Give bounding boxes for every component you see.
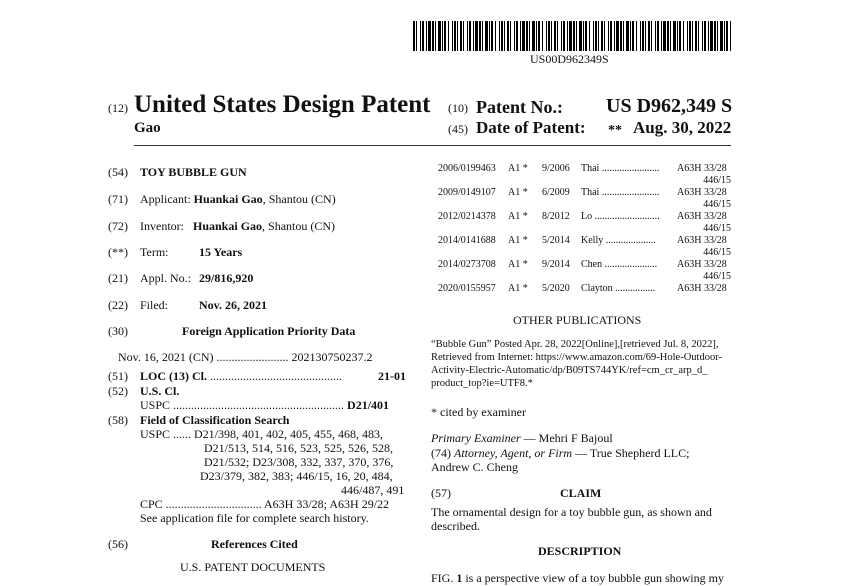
reference-dots: ....................... — [599, 187, 660, 198]
loc-value: 21-01 — [378, 369, 406, 383]
attorney-code: (74) — [431, 446, 451, 460]
barcode-bar — [640, 21, 641, 51]
barcode-number: US00D962349S — [530, 52, 609, 66]
title-code: (54) — [108, 165, 128, 179]
barcode-bar — [583, 21, 584, 51]
attorney-label: Attorney, Agent, or Firm — [454, 446, 573, 460]
reference-date: 5/2020 — [542, 283, 570, 294]
applicant-location: , Shantou (CN) — [262, 192, 336, 206]
barcode-bar — [579, 21, 582, 51]
barcode-bar — [452, 21, 453, 51]
barcode-bar — [526, 21, 528, 51]
fig-number: 1 — [456, 571, 463, 585]
field-line-4: D23/379, 382, 383; 446/15, 16, 20, 484, — [200, 469, 393, 483]
barcode-bar — [642, 21, 644, 51]
filed-code: (22) — [108, 298, 128, 312]
priority-line: Nov. 16, 2021 (CN) ........................ 202130750237.2 — [118, 350, 373, 364]
reference-subclass: 446/15 — [703, 175, 731, 186]
barcode-bar — [630, 21, 631, 51]
reference-kind: A1 * — [508, 259, 528, 270]
barcode-bar — [632, 21, 634, 51]
barcode-bar — [616, 21, 619, 51]
reference-number: 2012/0214378 — [438, 211, 496, 222]
barcode-bar — [536, 21, 537, 51]
barcode-bar — [516, 21, 518, 51]
inventor-name: Huankai Gao — [193, 219, 263, 233]
reference-date: 9/2014 — [542, 259, 570, 270]
patent-type-title: United States Design Patent — [134, 91, 431, 118]
barcode-bar — [548, 21, 550, 51]
reference-inventor: Thai — [581, 163, 600, 174]
uscl-label: U.S. Cl. — [140, 384, 180, 398]
barcode-bar — [714, 21, 716, 51]
refs-heading: References Cited — [211, 537, 298, 551]
other-pub-line-3: Activity-Electric-Automatic/dp/B09TS744YK/ref=cm_cr_arp_d_ — [431, 365, 708, 376]
barcode-bar — [557, 21, 558, 51]
barcode-bar — [730, 21, 731, 51]
inventor-surname: Gao — [134, 120, 161, 136]
claim-heading: CLAIM — [560, 486, 602, 500]
barcode-bar — [657, 21, 659, 51]
barcode-bar — [704, 21, 706, 51]
reference-number: 2014/0141688 — [438, 235, 496, 246]
reference-number: 2006/0199463 — [438, 163, 496, 174]
cpc-line: CPC ................................ A63H 33/28; A63H 29/22 — [140, 497, 390, 511]
barcode-bar — [689, 21, 691, 51]
see-application-line: See application file for complete search history. — [140, 511, 369, 525]
barcode-bar — [720, 21, 723, 51]
barcode-bar — [683, 21, 684, 51]
barcode-bar — [698, 21, 699, 51]
attorney-name-2: Andrew C. Cheng — [431, 460, 518, 474]
barcode-bar — [529, 21, 530, 51]
reference-inventor: Thai — [581, 187, 600, 198]
barcode — [413, 21, 733, 51]
examiner-name: — Mehri F Bajoul — [520, 431, 613, 445]
reference-class: A63H 33/28 — [677, 187, 727, 198]
barcode-bar — [507, 21, 509, 51]
priority-code: (30) — [108, 324, 128, 338]
other-publications-heading: OTHER PUBLICATIONS — [513, 313, 642, 327]
date-of-patent: Aug. 30, 2022 — [633, 118, 732, 137]
reference-kind: A1 * — [508, 211, 528, 222]
reference-dots: ..................... — [602, 259, 658, 270]
barcode-bar — [432, 21, 434, 51]
loc-code: (51) — [108, 369, 128, 383]
barcode-bar — [601, 21, 603, 51]
barcode-bar — [416, 21, 417, 51]
us-patent-docs-heading: U.S. PATENT DOCUMENTS — [180, 560, 326, 574]
filed-label: Filed: — [140, 298, 169, 312]
barcode-bar — [546, 21, 547, 51]
barcode-bar — [463, 21, 464, 51]
reference-subclass: 446/15 — [703, 271, 731, 282]
barcode-bar — [522, 21, 525, 51]
barcode-bar — [687, 21, 688, 51]
barcode-bar — [426, 21, 427, 51]
barcode-bar — [469, 21, 471, 51]
inventor-row — [140, 219, 335, 234]
barcode-bar — [648, 21, 650, 51]
barcode-bar — [569, 21, 572, 51]
barcode-bar — [661, 21, 662, 51]
reference-subclass: 446/15 — [703, 223, 731, 234]
barcode-bar — [495, 21, 496, 51]
barcode-bar — [651, 21, 652, 51]
barcode-bar — [448, 21, 449, 51]
barcode-bar — [695, 21, 697, 51]
reference-inventor: Clayton — [581, 283, 613, 294]
barcode-bar — [442, 21, 443, 51]
appl-label: Appl. No.: — [140, 271, 191, 285]
reference-kind: A1 * — [508, 235, 528, 246]
barcode-bar — [667, 21, 669, 51]
barcode-bar — [475, 21, 478, 51]
reference-name — [581, 259, 657, 270]
reference-number: 2020/0155957 — [438, 283, 496, 294]
barcode-bar — [724, 21, 725, 51]
reference-dots: .......................... — [592, 211, 660, 222]
reference-date: 5/2014 — [542, 235, 570, 246]
reference-name — [581, 187, 659, 198]
appl-code: (21) — [108, 271, 128, 285]
reference-subclass: 446/15 — [703, 199, 731, 210]
barcode-bar — [563, 21, 565, 51]
barcode-bar — [717, 21, 718, 51]
term-value: 15 Years — [199, 245, 243, 259]
date-stars: ** — [608, 123, 622, 138]
barcode-bar — [598, 21, 599, 51]
barcode-bar — [510, 21, 511, 51]
examiner-label: Primary Examiner — [431, 431, 521, 445]
reference-kind: A1 * — [508, 283, 528, 294]
barcode-bar — [438, 21, 441, 51]
barcode-bar — [573, 21, 575, 51]
reference-number: 2009/0149107 — [438, 187, 496, 198]
invention-title: TOY BUBBLE GUN — [140, 165, 247, 179]
barcode-bar — [413, 21, 415, 51]
inventor-location: , Shantou (CN) — [262, 219, 336, 233]
barcode-bar — [499, 21, 500, 51]
barcode-bar — [726, 21, 728, 51]
barcode-bar — [679, 21, 681, 51]
term-label: Term: — [140, 245, 169, 259]
barcode-bar — [444, 21, 446, 51]
reference-class: A63H 33/28 — [677, 259, 727, 270]
barcode-bar — [677, 21, 678, 51]
reference-name — [581, 235, 656, 246]
reference-class: A63H 33/28 — [677, 163, 727, 174]
date-of-patent-label: Date of Patent: — [476, 118, 586, 137]
barcode-bar — [614, 21, 615, 51]
barcode-bar — [514, 21, 515, 51]
claim-line-2: described. — [431, 519, 480, 533]
description-heading: DESCRIPTION — [538, 544, 622, 558]
uspc-row — [140, 398, 389, 413]
barcode-bar — [479, 21, 481, 51]
barcode-bar — [551, 21, 552, 51]
barcode-bar — [604, 21, 605, 51]
field-line-3: D21/532; D23/308, 332, 337, 370, 376, — [204, 455, 394, 469]
barcode-bar — [670, 21, 671, 51]
barcode-bar — [636, 21, 637, 51]
barcode-bar — [520, 21, 521, 51]
reference-inventor: Chen — [581, 259, 603, 270]
applicant-row — [140, 192, 336, 207]
barcode-bar — [485, 21, 488, 51]
header-divider — [134, 145, 731, 146]
barcode-bar — [422, 21, 424, 51]
barcode-bar — [702, 21, 703, 51]
uspc-line: USPC ......................................................... — [140, 398, 348, 412]
code-12: (12) — [108, 101, 128, 115]
barcode-bar — [708, 21, 709, 51]
inventor-code: (72) — [108, 219, 128, 233]
barcode-bar — [585, 21, 587, 51]
reference-dots: ....................... — [599, 163, 660, 174]
barcode-bar — [489, 21, 490, 51]
attorney-name-1: — True Shepherd LLC; — [572, 446, 690, 460]
reference-date: 9/2006 — [542, 163, 570, 174]
other-pub-line-1: “Bubble Gun” Posted Apr. 28, 2022[Online],[retrieved Jul. 8, 2022], — [431, 339, 719, 350]
barcode-bar — [491, 21, 493, 51]
barcode-bar — [673, 21, 676, 51]
field-line-2: D21/513, 514, 516, 523, 525, 526, 528, — [204, 441, 393, 455]
applicant-name: Huankai Gao — [193, 192, 263, 206]
loc-row — [140, 369, 342, 384]
barcode-bar — [467, 21, 468, 51]
reference-class: A63H 33/28 — [677, 235, 727, 246]
code-45: (45) — [448, 122, 468, 136]
barcode-bar — [460, 21, 462, 51]
barcode-bar — [645, 21, 646, 51]
barcode-bar — [561, 21, 562, 51]
barcode-bar — [663, 21, 666, 51]
other-pub-line-2: Retrieved from Internet: https://www.amazon.com/69-Hole-Outdoor- — [431, 352, 722, 363]
loc-dots: ............................................ — [207, 369, 342, 383]
inventor-label: Inventor: — [140, 219, 184, 233]
applicant-code: (71) — [108, 192, 128, 206]
barcode-bar — [504, 21, 505, 51]
examiner-row — [431, 431, 613, 446]
barcode-bar — [576, 21, 577, 51]
field-code: (58) — [108, 413, 128, 427]
reference-dots: ................ — [612, 283, 656, 294]
appl-value: 29/816,920 — [199, 271, 254, 285]
claim-code: (57) — [431, 486, 451, 500]
barcode-bar — [593, 21, 594, 51]
reference-name — [581, 283, 655, 294]
description-line — [431, 571, 724, 586]
reference-kind: A1 * — [508, 163, 528, 174]
uspc-value: D21/401 — [347, 398, 390, 412]
field-label: Field of Classification Search — [140, 413, 290, 427]
reference-inventor: Kelly — [581, 235, 604, 246]
barcode-bar — [501, 21, 503, 51]
barcode-bar — [428, 21, 431, 51]
term-code: (**) — [108, 245, 128, 259]
reference-kind: A1 * — [508, 187, 528, 198]
barcode-bar — [473, 21, 474, 51]
barcode-bar — [655, 21, 656, 51]
barcode-bar — [554, 21, 556, 51]
patent-number-label: Patent No.: — [476, 97, 563, 117]
reference-name — [581, 163, 659, 174]
barcode-bar — [482, 21, 483, 51]
reference-number: 2014/0273708 — [438, 259, 496, 270]
barcode-bar — [538, 21, 540, 51]
reference-date: 6/2009 — [542, 187, 570, 198]
cited-by-examiner: * cited by examiner — [431, 405, 526, 419]
reference-dots: .................... — [603, 235, 656, 246]
barcode-bar — [420, 21, 421, 51]
barcode-bar — [710, 21, 713, 51]
barcode-bar — [532, 21, 535, 51]
applicant-label: Applicant: — [140, 192, 191, 206]
barcode-bar — [435, 21, 436, 51]
filed-value: Nov. 26, 2021 — [199, 298, 268, 312]
loc-label: LOC (13) Cl. — [140, 369, 207, 383]
barcode-bar — [595, 21, 597, 51]
barcode-bar — [608, 21, 609, 51]
barcode-bar — [692, 21, 693, 51]
reference-class: A63H 33/28 — [677, 211, 727, 222]
uscl-code: (52) — [108, 384, 128, 398]
refs-code: (56) — [108, 537, 128, 551]
reference-inventor: Lo — [581, 211, 593, 222]
field-line-1: USPC ...... D21/398, 401, 402, 405, 455, 468, 483, — [140, 427, 384, 441]
priority-heading: Foreign Application Priority Data — [182, 324, 356, 338]
reference-name — [581, 211, 660, 222]
reference-date: 8/2012 — [542, 211, 570, 222]
barcode-bar — [610, 21, 612, 51]
fig-label: FIG. — [431, 571, 457, 585]
reference-subclass: 446/15 — [703, 247, 731, 258]
claim-line-1: The ornamental design for a toy bubble gun, as shown and — [431, 505, 712, 519]
code-10: (10) — [448, 101, 468, 115]
field-line-5: 446/487, 491 — [341, 483, 405, 497]
barcode-bar — [454, 21, 456, 51]
patent-number: US D962,349 S — [606, 95, 733, 117]
barcode-bar — [589, 21, 590, 51]
barcode-bar — [620, 21, 622, 51]
attorney-row — [431, 446, 689, 461]
barcode-bar — [457, 21, 458, 51]
barcode-bar — [626, 21, 629, 51]
other-pub-line-4: product_top?ie=UTF8.* — [431, 378, 533, 389]
description-text: is a perspective view of a toy bubble gun showing my — [462, 571, 724, 585]
barcode-bar — [623, 21, 624, 51]
barcode-bar — [542, 21, 543, 51]
barcode-bar — [567, 21, 568, 51]
reference-class: A63H 33/28 — [677, 283, 727, 294]
